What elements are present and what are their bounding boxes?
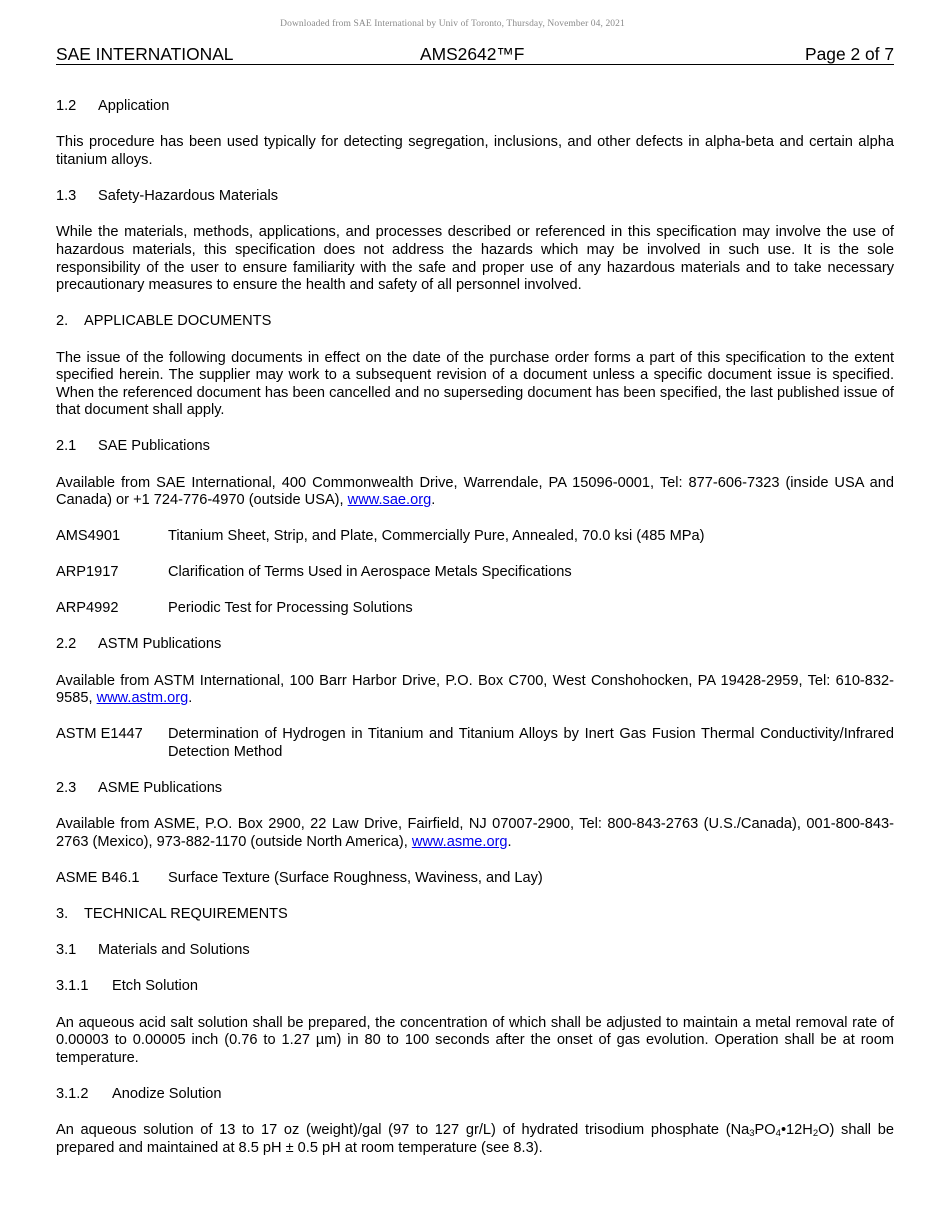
section-heading-3-1-2	[56, 1086, 894, 1104]
reference-title: Titanium Sheet, Strip, and Plate, Commercially Pure, Annealed, 70.0 ksi (485 MPa)	[168, 528, 705, 545]
header-page-number: Page 2 of 7	[805, 44, 894, 64]
availability-text: Available from ASME, P.O. Box 2900, 22 Law Drive, Fairfield, NJ 07007-2900, Tel: 800-843-2763 (U.S./Canada), 001-800-843-2763 (Mexico), 973-882-1170 (outside North America),	[56, 816, 894, 850]
section-title: SAE Publications	[98, 438, 210, 455]
section-heading-3-1	[56, 942, 894, 960]
reference-code: ASME B46.1	[56, 869, 140, 886]
section-number: 2.3	[56, 779, 77, 796]
section-heading-3	[56, 906, 894, 924]
availability-end: .	[431, 492, 436, 509]
section-title: TECHNICAL REQUIREMENTS	[84, 905, 288, 922]
reference-code: ASTM E1447	[56, 726, 143, 743]
availability-asme	[56, 816, 894, 851]
section-body-3-1-2	[56, 1122, 894, 1157]
section-number: 2.1	[56, 438, 77, 455]
astm-website-link[interactable]: www.astm.org	[96, 690, 189, 707]
section-title: Etch Solution	[112, 978, 198, 995]
section-number: 1.3	[56, 187, 77, 204]
reference-title: Periodic Test for Processing Solutions	[168, 600, 413, 617]
section-number: 3.1.2	[56, 1086, 89, 1103]
availability-sae	[56, 475, 894, 510]
section-heading-2-3	[56, 780, 894, 798]
availability-end: .	[188, 690, 193, 707]
reference-title: Surface Texture (Surface Roughness, Waviness, and Lay)	[168, 869, 543, 886]
header-organization: SAE INTERNATIONAL	[56, 44, 234, 64]
section-heading-2-1	[56, 438, 894, 456]
section-title: ASTM Publications	[98, 636, 222, 653]
body-text: An aqueous solution of 13 to 17 oz (weight)/gal (97 to 127 gr/L) of hydrated trisodium phosphate (Na	[56, 1122, 750, 1139]
section-number: 2.	[56, 313, 69, 330]
reference-row	[56, 564, 894, 582]
reference-title: Clarification of Terms Used in Aerospace Metals Specifications	[168, 564, 572, 581]
section-number: 2.2	[56, 636, 77, 653]
reference-code: AMS4901	[56, 528, 121, 545]
availability-text: Available from SAE International, 400 Commonwealth Drive, Warrendale, PA 15096-0001, Tel: 877-606-7323 (inside USA and Canada) or +1 724-776-4970 (outside USA),	[56, 474, 894, 509]
body-text: PO	[754, 1122, 776, 1139]
subscript: 3	[749, 1128, 755, 1140]
reference-row	[56, 870, 894, 888]
section-number: 3.	[56, 905, 69, 922]
body-text: •12H	[780, 1122, 813, 1139]
section-title: Anodize Solution	[112, 1086, 222, 1103]
reference-row	[56, 726, 894, 761]
download-banner: Downloaded from SAE International by Univ of Toronto, Thursday, November 04, 2021	[280, 19, 625, 29]
section-heading-1-3	[56, 188, 894, 206]
section-title: Materials and Solutions	[98, 942, 250, 959]
section-number: 3.1.1	[56, 978, 89, 995]
section-title: APPLICABLE DOCUMENTS	[84, 313, 272, 330]
reference-row	[56, 528, 894, 546]
section-number: 3.1	[56, 942, 77, 959]
section-title: ASME Publications	[98, 779, 223, 796]
subscript: 4	[775, 1128, 781, 1140]
asme-website-link[interactable]: www.asme.org	[411, 833, 508, 850]
section-title: Safety-Hazardous Materials	[98, 187, 279, 204]
section-body-1-2: This procedure has been used typically for detecting segregation, inclusions, and other defects in alpha-beta and certain alpha titanium alloys.	[56, 134, 894, 168]
section-body-1-3: While the materials, methods, applications, and processes described or referenced in this specification may involve the use of hazardous materials, this specification does not address the hazards which may be involved in such use. It is the sole responsibility of the user to ensure familiarity with the safe and proper use of any hazardous materials and to take necessary precautionary measures to ensure the health and safety of all personnel involved.	[56, 224, 894, 294]
section-title: Application	[98, 98, 170, 114]
section-number: 1.2	[56, 98, 77, 114]
subscript: 2	[812, 1128, 819, 1140]
section-heading-2	[56, 313, 894, 331]
availability-text: Available from ASTM International, 100 Barr Harbor Drive, P.O. Box C700, West Conshohocken, PA 19428-2959, Tel: 610-832-9585,	[56, 672, 894, 707]
section-body-2: The issue of the following documents in effect on the date of the purchase order forms a part of this specification to the extent specified herein. The supplier may work to a subsequent revision of a document unless a specific document issue is specified. When the referenced document has been cancelled and no superseding document has been specified, the last published issue of that document shall apply.	[56, 349, 894, 419]
reference-row	[56, 600, 894, 618]
section-heading-2-2	[56, 636, 894, 654]
reference-code: ARP4992	[56, 600, 119, 617]
section-heading-1-2	[56, 98, 894, 116]
section-body-3-1-1: An aqueous acid salt solution shall be prepared, the concentration of which shall be adjusted to maintain a metal removal rate of 0.00003 to 0.00005 inch (0.76 to 1.27 µm) in 80 to 100 seconds after the onset of gas evolution. Operation shall be at room temperature.	[56, 1014, 894, 1067]
sae-website-link[interactable]: www.sae.org	[347, 492, 432, 509]
reference-title: Determination of Hydrogen in Titanium and Titanium Alloys by Inert Gas Fusion Thermal Conductivity/Infrared Detection Method	[168, 726, 894, 760]
availability-astm	[56, 673, 894, 708]
section-heading-3-1-1	[56, 978, 894, 996]
header-document-id: AMS2642™F	[420, 44, 525, 64]
document-body	[56, 98, 894, 1176]
body-text: O) shall be prepared and maintained at 8.5 pH ± 0.5 pH at room temperature (see 8.3).	[56, 1122, 894, 1157]
page-header	[56, 44, 894, 65]
availability-end: .	[507, 833, 512, 850]
reference-code: ARP1917	[56, 564, 119, 581]
